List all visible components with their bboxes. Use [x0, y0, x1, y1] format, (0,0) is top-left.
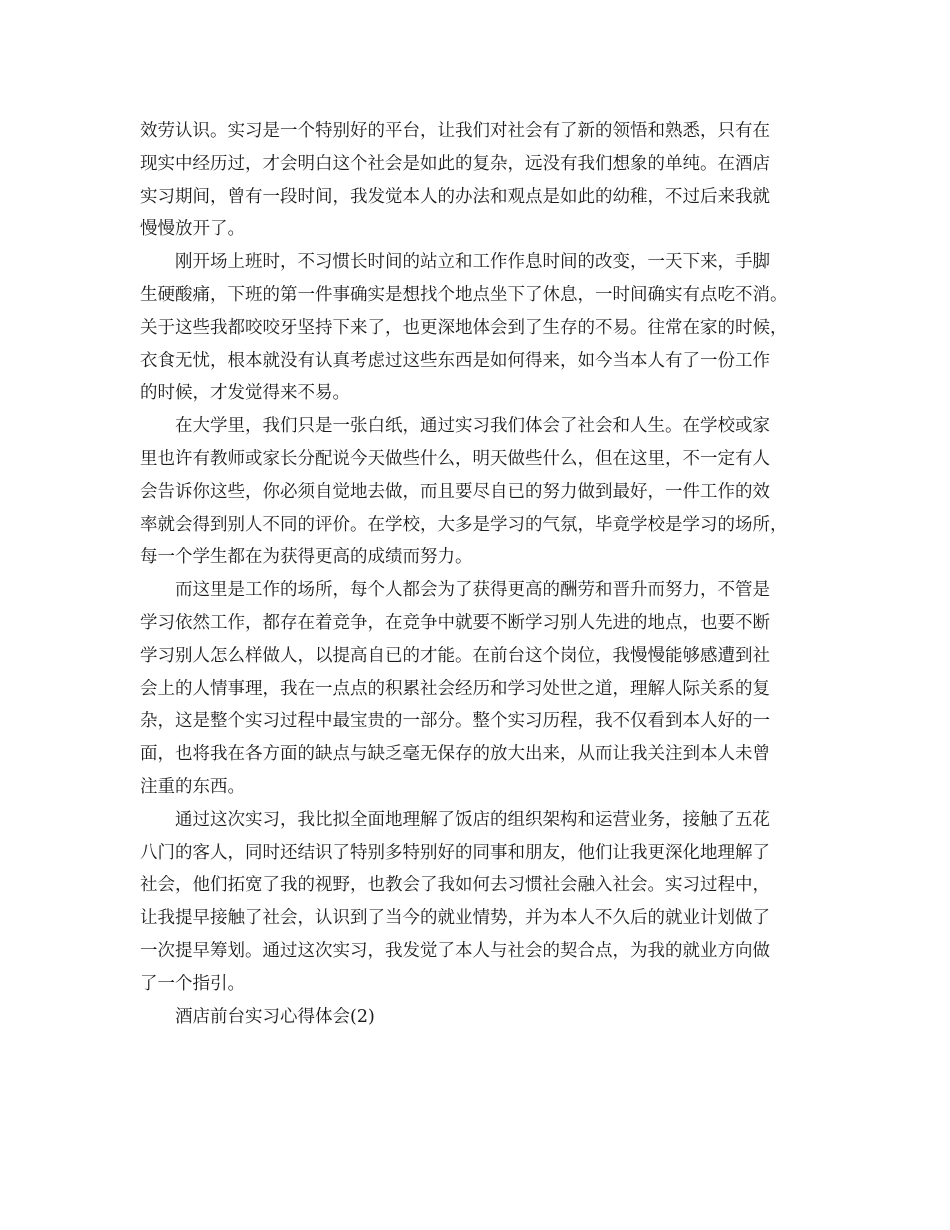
paragraph-line: 的时候，才发觉得来不易。: [140, 383, 350, 404]
paragraph-4: [140, 574, 830, 804]
paragraph-line: 生硬酸痛，下班的第一件事确实是想找个地点坐下了休息，一时间确实有点吃不消。: [140, 284, 788, 305]
section-heading: [140, 1001, 830, 1034]
paragraph-line: 学习别人怎么样做人，以提高自已的才能。在前台这个岗位，我慢慢能够感遭到社: [140, 645, 770, 666]
paragraph-line: 里也许有教师或家长分配说今天做些什么，明天做些什么，但在这里，不一定有人: [140, 448, 770, 469]
paragraph-line: 现实中经历过，才会明白这个社会是如此的复杂，远没有我们想象的单纯。在酒店: [140, 153, 770, 174]
paragraph-3: [140, 410, 830, 574]
paragraph-line: 杂，这是整个实习过程中最宝贵的一部分。整个实习历程，我不仅看到本人好的一: [140, 711, 770, 732]
paragraph-line: 面，也将我在各方面的缺点与缺乏毫无保存的放大出来，从而让我关注到本人未曾: [140, 744, 770, 765]
document-body: [140, 115, 830, 1033]
paragraph-line: 会上的人情事理，我在一点点的积累社会经历和学习处世之道，理解人际关系的复: [140, 678, 770, 699]
paragraph-line: 每一个学生都在为获得更高的成绩而努力。: [140, 547, 473, 568]
paragraph-line: 率就会得到别人不同的评价。在学校，大多是学习的气氛，毕竟学校是学习的场所，: [140, 514, 788, 535]
paragraph-line: 注重的东西。: [140, 776, 245, 797]
paragraph-line: 八门的客人，同时还结识了特别多特别好的同事和朋友，他们让我更深化地理解了: [140, 842, 770, 863]
section-heading-line: 酒店前台实习心得体会(2): [175, 1006, 375, 1027]
paragraph-line: 刚开场上班时，不习惯长时间的站立和工作作息时间的改变，一天下来，手脚: [175, 252, 770, 273]
paragraph-line: 慢慢放开了。: [140, 219, 245, 240]
paragraph-line: 衣食无忧，根本就没有认真考虑过这些东西是如何得来，如今当本人有了一份工作: [140, 350, 770, 371]
paragraph-line: 在大学里，我们只是一张白纸，通过实习我们体会了社会和人生。在学校或家: [175, 416, 770, 437]
paragraph-line: 学习依然工作，都存在着竞争，在竞争中就要不断学习别人先进的地点，也要不断: [140, 612, 770, 633]
paragraph-2: [140, 246, 830, 410]
paragraph-line: 关于这些我都咬咬牙坚持下来了，也更深地体会到了生存的不易。往常在家的时候，: [140, 317, 788, 338]
paragraph-line: 了一个指引。: [140, 973, 245, 994]
paragraph-1: [140, 115, 830, 246]
paragraph-line: 会告诉你这些，你必须自觉地去做，而且要尽自已的努力做到最好，一件工作的效: [140, 481, 770, 502]
paragraph-line: 一次提早筹划。通过这次实习，我发觉了本人与社会的契合点，为我的就业方向做: [140, 940, 770, 961]
paragraph-line: 而这里是工作的场所，每个人都会为了获得更高的酬劳和晋升而努力，不管是: [175, 580, 770, 601]
paragraph-5: [140, 804, 830, 1001]
paragraph-line: 效劳认识。实习是一个特别好的平台，让我们对社会有了新的领悟和熟悉，只有在: [140, 121, 770, 141]
paragraph-line: 让我提早接触了社会，认识到了当今的就业情势，并为本人不久后的就业计划做了: [140, 908, 770, 929]
paragraph-line: 社会，他们拓宽了我的视野，也教会了我如何去习惯社会融入社会。实习过程中，: [140, 875, 770, 896]
paragraph-line: 通过这次实习，我比拟全面地理解了饭店的组织架构和运营业务，接触了五花: [175, 809, 770, 830]
paragraph-line: 实习期间，曾有一段时间，我发觉本人的办法和观点是如此的幼稚，不过后来我就: [140, 186, 770, 207]
